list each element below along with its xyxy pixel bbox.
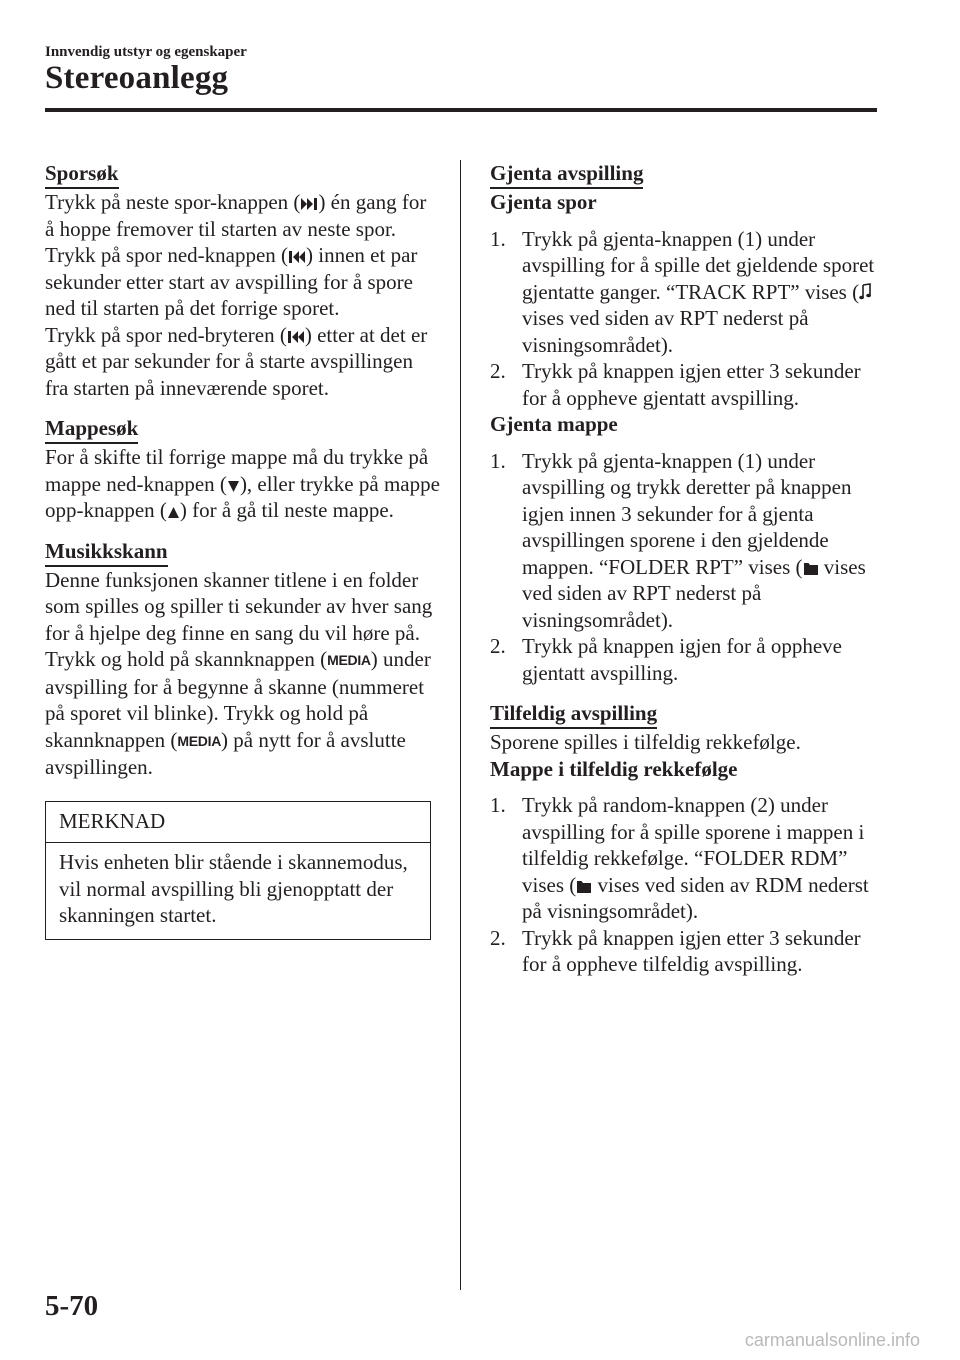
mappesok-heading: Mappesøk bbox=[45, 415, 138, 444]
gjenta-section bbox=[490, 160, 890, 686]
list-item: 1. Trykk på gjenta-knappen (1) under avspilling for å spille det gjeldende sporet gjentatte ganger. “TRACK RPT” vises ( vises ved siden av RPT nederst på visningsområdet). bbox=[490, 226, 875, 357]
sporsok-paragraph-2: Trykk på spor ned-knappen ( ) innen et par sekunder etter start av avspilling for å spore ned til starten på det forrige sporet. bbox=[45, 243, 418, 320]
list-item: 1. Trykk på gjenta-knappen (1) under avspilling og trykk deretter på knappen igjen innen 3 sekunder for å gjenta avspillingen sporene i den gjeldende mappen. “FOLDER RPT” vises ( vises ved siden av RPT nederst på visningsområdet). bbox=[490, 448, 866, 632]
triangle-down-icon bbox=[227, 479, 240, 493]
media-button-icon: MEDIA bbox=[177, 732, 222, 749]
right-column bbox=[490, 160, 890, 978]
tilfeldig-section bbox=[490, 700, 890, 978]
triangle-up-icon bbox=[167, 505, 180, 519]
musikkskann-heading: Musikkskann bbox=[45, 538, 168, 567]
folder-icon bbox=[803, 561, 819, 576]
left-column bbox=[45, 160, 440, 940]
column-divider bbox=[460, 160, 461, 1290]
musikkskann-section bbox=[45, 538, 440, 781]
musikkskann-paragraph-2: Trykk og hold på skannknappen (MEDIA) under avspilling for å begynne å skanne (nummeret på sporet vil blinke). Trykk og hold på skannknappen (MEDIA) på nytt for å avslutte avspillingen. bbox=[45, 647, 431, 779]
sporsok-heading: Sporsøk bbox=[45, 160, 119, 189]
note-body: Hvis enheten blir stående i skannemodus, vil normal avspilling bli gjenopptatt der skanningen startet. bbox=[59, 850, 408, 927]
watermark: carmanualsonline.info bbox=[744, 1330, 920, 1350]
sporsok-paragraph-3: Trykk på spor ned-bryteren ( ) etter at det er gått et par sekunder for å starte avspillingen fra starten på inneværende sporet. bbox=[45, 322, 428, 400]
previous-track-icon bbox=[288, 250, 306, 264]
tilfeldig-intro: Sporene spilles i tilfeldig rekkefølge. bbox=[490, 730, 801, 754]
gjenta-spor-steps bbox=[490, 226, 890, 412]
mappesok-section bbox=[45, 415, 440, 524]
gjenta-spor-subheading: Gjenta spor bbox=[490, 190, 597, 214]
gjenta-mappe-steps bbox=[490, 448, 890, 687]
title-rule bbox=[45, 108, 877, 112]
list-item: 2. Trykk på knappen igjen etter 3 sekunder for å oppheve gjentatt avspilling. bbox=[490, 359, 861, 410]
folder-icon bbox=[576, 879, 592, 894]
tilfeldig-subheading: Mappe i tilfeldig rekkefølge bbox=[490, 756, 738, 781]
media-button-icon: MEDIA bbox=[327, 652, 371, 668]
tilfeldig-heading: Tilfeldig avspilling bbox=[490, 700, 657, 729]
gjenta-mappe-subheading: Gjenta mappe bbox=[490, 412, 618, 436]
page-title: Stereoanlegg bbox=[45, 60, 229, 96]
list-item: 1. Trykk på random-knappen (2) under avspilling for å spille sporene i mappen i tilfeldig rekkefølge. “FOLDER RDM” vises ( vises ved siden av RDM nederst på visningsområdet). bbox=[490, 793, 869, 923]
note-box bbox=[45, 801, 431, 940]
sporsok-section bbox=[45, 160, 440, 401]
mappesok-paragraph: For å skifte til forrige mappe må du trykke på mappe ned-knappen ( ), eller trykke på mappe opp-knappen ( ) for å gå til neste mappe. bbox=[45, 445, 440, 522]
music-note-icon bbox=[859, 283, 871, 301]
gjenta-heading: Gjenta avspilling bbox=[490, 160, 643, 189]
musikkskann-paragraph-1: Denne funksjonen skanner titlene i en folder som spilles og spiller ti sekunder av hver sang for å hjelpe deg finne en sang du vil høre på. bbox=[45, 567, 433, 645]
next-track-icon bbox=[300, 197, 318, 211]
sporsok-paragraph-1: Trykk på neste spor-knappen ( ) én gang for å hoppe fremover til starten av neste spor. bbox=[45, 190, 427, 241]
list-item: 2. Trykk på knappen igjen for å oppheve gjentatt avspilling. bbox=[490, 634, 842, 685]
previous-track-icon bbox=[287, 330, 305, 344]
tilfeldig-steps bbox=[490, 792, 890, 978]
page-number: 5-70 bbox=[45, 1290, 99, 1322]
list-item: 2. Trykk på knappen igjen etter 3 sekunder for å oppheve tilfeldig avspilling. bbox=[490, 925, 861, 976]
breadcrumb: Innvendig utstyr og egenskaper bbox=[45, 44, 247, 60]
note-heading: MERKNAD bbox=[46, 802, 430, 844]
